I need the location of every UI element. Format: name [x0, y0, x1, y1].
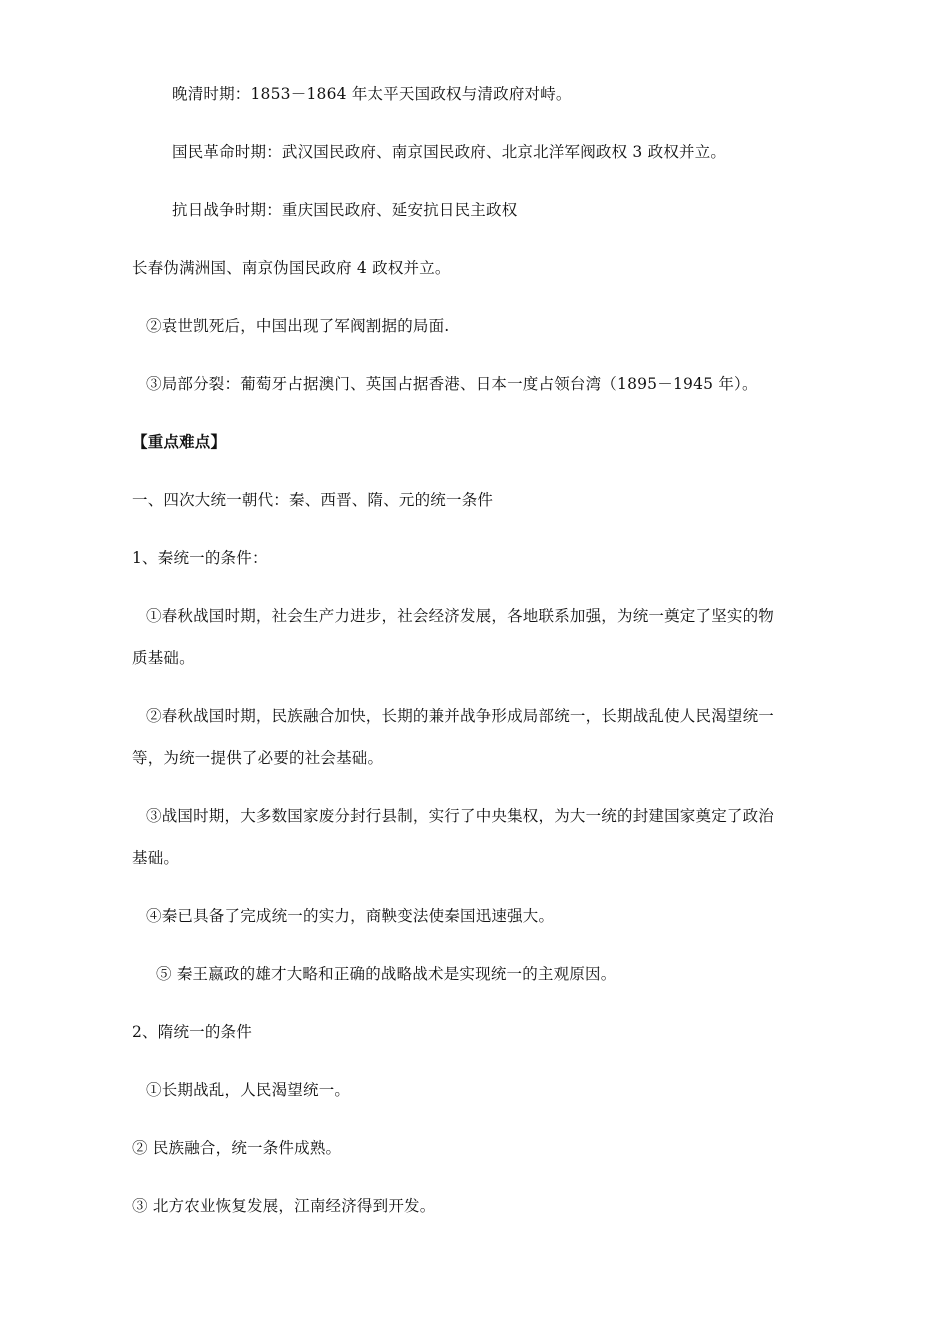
text-line-puppet-regimes: 长春伪满洲国、南京伪国民政府 4 政权并立。	[132, 259, 451, 277]
text-line-sui-condition-2: ② 民族融合，统一条件成熟。	[132, 1139, 342, 1157]
text-line-late-qing: 晚清时期：1853－1864 年太平天国政权与清政府对峙。	[172, 85, 572, 103]
text-line-qin-condition-1-cont: 质基础。	[132, 649, 195, 667]
text-line-qin-condition-4: ④秦已具备了完成统一的实力，商鞅变法使秦国迅速强大。	[146, 907, 555, 925]
text-line-sui-condition-1: ①长期战乱，人民渴望统一。	[146, 1081, 351, 1099]
text-line-national-revolution: 国民革命时期：武汉国民政府、南京国民政府、北京北洋军阀政权 3 政权并立。	[172, 143, 727, 161]
text-line-qin-condition-3-cont: 基础。	[132, 849, 180, 867]
text-line-qin-condition-2: ②春秋战国时期，民族融合加快，长期的兼并战争形成局部统一，长期战乱使人民渴望统一	[146, 707, 775, 725]
text-line-anti-japanese-war: 抗日战争时期：重庆国民政府、延安抗日民主政权	[172, 201, 518, 219]
text-line-four-unifications: 一、四次大统一朝代：秦、西晋、隋、元的统一条件	[132, 491, 494, 509]
text-line-partial-division: ③局部分裂：葡萄牙占据澳门、英国占据香港、日本一度占领台湾（1895－1945 年）。	[146, 375, 758, 393]
text-line-qin-condition-2-cont: 等，为统一提供了必要的社会基础。	[132, 749, 384, 767]
text-line-sui-conditions-title: 2、隋统一的条件	[132, 1023, 252, 1041]
text-line-qin-conditions-title: 1、秦统一的条件：	[132, 549, 268, 567]
text-line-qin-condition-1: ①春秋战国时期，社会生产力进步，社会经济发展，各地联系加强，为统一奠定了坚实的物	[146, 607, 775, 625]
text-line-qin-condition-3: ③战国时期，大多数国家废分封行县制，实行了中央集权，为大一统的封建国家奠定了政治	[146, 807, 775, 825]
section-heading-key-points: 【重点难点】	[132, 433, 227, 451]
text-line-yuan-shikai: ②袁世凯死后，中国出现了军阀割据的局面.	[146, 317, 450, 335]
text-line-qin-condition-5: ⑤ 秦王嬴政的雄才大略和正确的战略战术是实现统一的主观原因。	[156, 965, 617, 983]
text-line-sui-condition-3: ③ 北方农业恢复发展，江南经济得到开发。	[132, 1197, 436, 1215]
